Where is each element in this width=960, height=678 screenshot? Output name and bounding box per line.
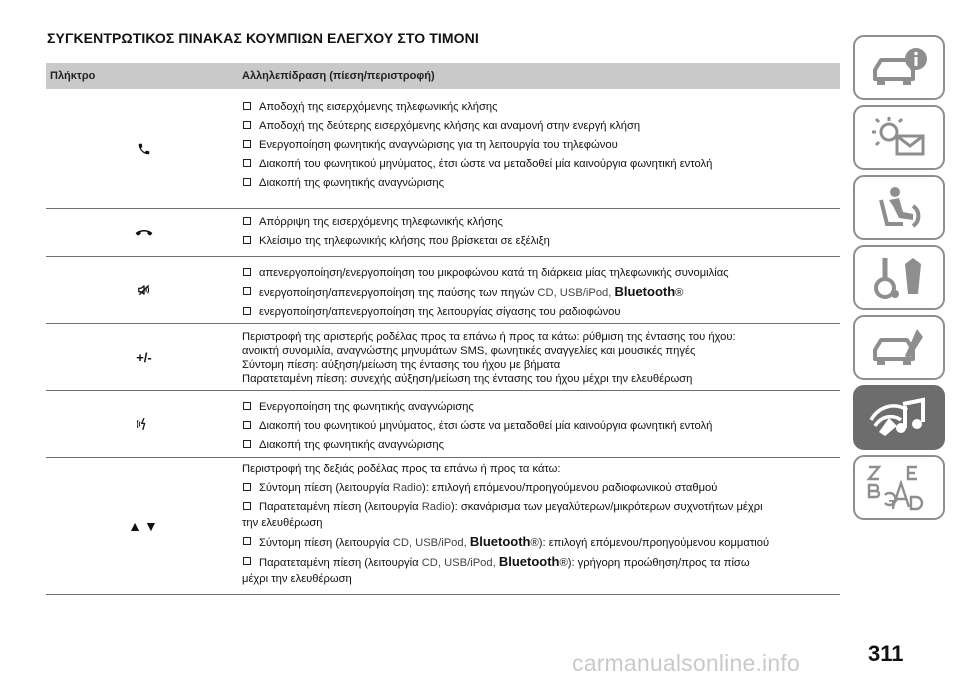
table-row: ▲▼ Περιστροφή της δεξιάς ροδέλας προς τα επάνω ή προς τα κάτω: Σύντομη πίεση (λειτουργία Radio): επιλογή επόμενου/προηγούμενου ραδιοφωνικού σταθμού Παρατεταμένη πίεση (λειτουργία Radio): σκανάρισμα των μεγαλύτερων/μικρότερων συχνοτήτων μέχρι την ελευθέρωση Σύντομη πίεση (λειτουργία CD, USB/iPod, Bluetooth®): επιλογή επόμενου/προηγούμενου κομματιού Παρατεταμένη πίεση (λειτουργία CD, USB/iPod, Bluetooth®): γρήγορη προώθηση/προς τα πίσω μέχρι την ελευθέρωση bbox=[46, 458, 840, 595]
mute-icon bbox=[137, 283, 151, 297]
list-item: ενεργοποίηση/απενεργοποίηση της παύσης των πηγών bbox=[259, 286, 535, 299]
page-number: 311 bbox=[868, 641, 904, 666]
voice-command-icon bbox=[137, 416, 151, 432]
tab-multimedia[interactable] bbox=[853, 385, 945, 450]
table-header bbox=[46, 63, 840, 89]
table-row bbox=[46, 209, 840, 257]
watermark: carmanualsonline.info bbox=[572, 650, 800, 676]
table-row bbox=[46, 391, 840, 458]
tab-index[interactable] bbox=[853, 455, 945, 520]
list-item: ενεργοποίηση/απενεργοποίηση της λειτουργίας σίγασης του ραδιοφώνου bbox=[259, 305, 621, 318]
list-item: Διακοπή της φωνητικής αναγνώρισης bbox=[259, 438, 444, 451]
list-item: Κλείσιμο της τηλεφωνικής κλήσης που βρίσκεται σε εξέλιξη bbox=[259, 234, 550, 247]
multimedia-icon bbox=[865, 392, 933, 444]
index-az-icon bbox=[863, 463, 935, 513]
header-action: Αλληλεπίδραση (πίεση/περιστροφή) bbox=[242, 70, 435, 82]
phone-icon bbox=[137, 142, 151, 156]
list-item: Διακοπή του φωνητικού μηνύματος, έτσι ώστε να μεταδοθεί μία καινούργια φωνητική εντολή bbox=[259, 419, 713, 432]
svg-text:T: T bbox=[889, 497, 898, 512]
list-item: Απόρριψη της εισερχόμενης τηλεφωνικής κλήσης bbox=[259, 215, 503, 228]
car-info-icon bbox=[867, 45, 931, 91]
controls-table bbox=[46, 63, 840, 595]
source-list: CD, USB/iPod, bbox=[537, 286, 612, 299]
bluetooth-brand: Bluetooth bbox=[469, 533, 531, 549]
bluetooth-brand: Bluetooth bbox=[614, 283, 676, 299]
tab-tools[interactable] bbox=[853, 245, 945, 310]
bluetooth-brand: Bluetooth bbox=[498, 553, 560, 569]
page-title: ΣΥΓΚΕΝΤΡΩΤΙΚΟΣ ΠΙΝΑΚΑΣ ΚΟΥΜΠΙΩΝ ΕΛΕΓΧΟΥ ΣΤΟ ΤΙΜΟΝΙ bbox=[47, 30, 479, 46]
list-item: Ενεργοποίηση της φωνητικής αναγνώρισης bbox=[259, 400, 474, 413]
list-item: Αποδοχή της εισερχόμενης τηλεφωνικής κλήσης bbox=[259, 100, 498, 113]
list-item: Ενεργοποίηση φωνητικής αναγνώρισης για τη λειτουργία του τηλεφώνου bbox=[259, 138, 618, 151]
list-item: ανοικτή συνομιλία, αναγνώστης μηνυμάτων SMS, φωνητικές αναγγελίες και μουσικές πηγές bbox=[242, 345, 696, 357]
header-key: Πλήκτρο bbox=[50, 70, 96, 82]
list-item: Αποδοχή της δεύτερης εισερχόμενης κλήσης και αναμονή στην ενεργή κλήση bbox=[259, 119, 641, 132]
tab-car-info[interactable] bbox=[853, 35, 945, 100]
list-item: Περιστροφή της αριστερής ροδέλας προς τα επάνω ή προς τα κάτω: ρύθμιση της έντασης του ήχου: bbox=[242, 331, 736, 343]
list-item: Διακοπή του φωνητικού μηνύματος, έτσι ώστε να μεταδοθεί μία καινούργια φωνητική εντολή bbox=[259, 157, 713, 170]
table-row bbox=[46, 89, 840, 209]
list-item: Διακοπή της φωνητικής αναγνώρισης bbox=[259, 176, 444, 189]
tab-warning-lights[interactable] bbox=[853, 105, 945, 170]
car-maintenance-icon bbox=[867, 325, 931, 371]
volume-key-label: +/- bbox=[136, 349, 152, 365]
table-row bbox=[46, 324, 840, 391]
list-item: απενεργοποίηση/ενεργοποίηση του μικροφώνου κατά τη διάρκεια μίας τηλεφωνικής συνομιλίας bbox=[259, 266, 729, 279]
list-item: Σύντομη πίεση: αύξηση/μείωση της έντασης του ήχου με βήματα bbox=[242, 359, 561, 371]
list-item: Περιστροφή της δεξιάς ροδέλας προς τα επάνω ή προς τα κάτω: bbox=[242, 463, 561, 475]
tab-maintenance[interactable] bbox=[853, 315, 945, 380]
up-down-key-label: ▲▼ bbox=[128, 518, 160, 534]
tab-safety[interactable] bbox=[853, 175, 945, 240]
chapter-tabs bbox=[853, 35, 945, 525]
registered-mark: ® bbox=[675, 286, 684, 299]
warning-lights-icon bbox=[867, 114, 931, 162]
safety-seat-icon bbox=[867, 184, 931, 232]
table-row bbox=[46, 257, 840, 324]
hang-up-icon bbox=[135, 228, 153, 238]
list-item: Παρατεταμένη πίεση: συνεχής αύξηση/μείωση της έντασης του ήχου μέχρι την ελευθέρωση bbox=[242, 373, 693, 385]
tools-icon bbox=[867, 254, 931, 302]
